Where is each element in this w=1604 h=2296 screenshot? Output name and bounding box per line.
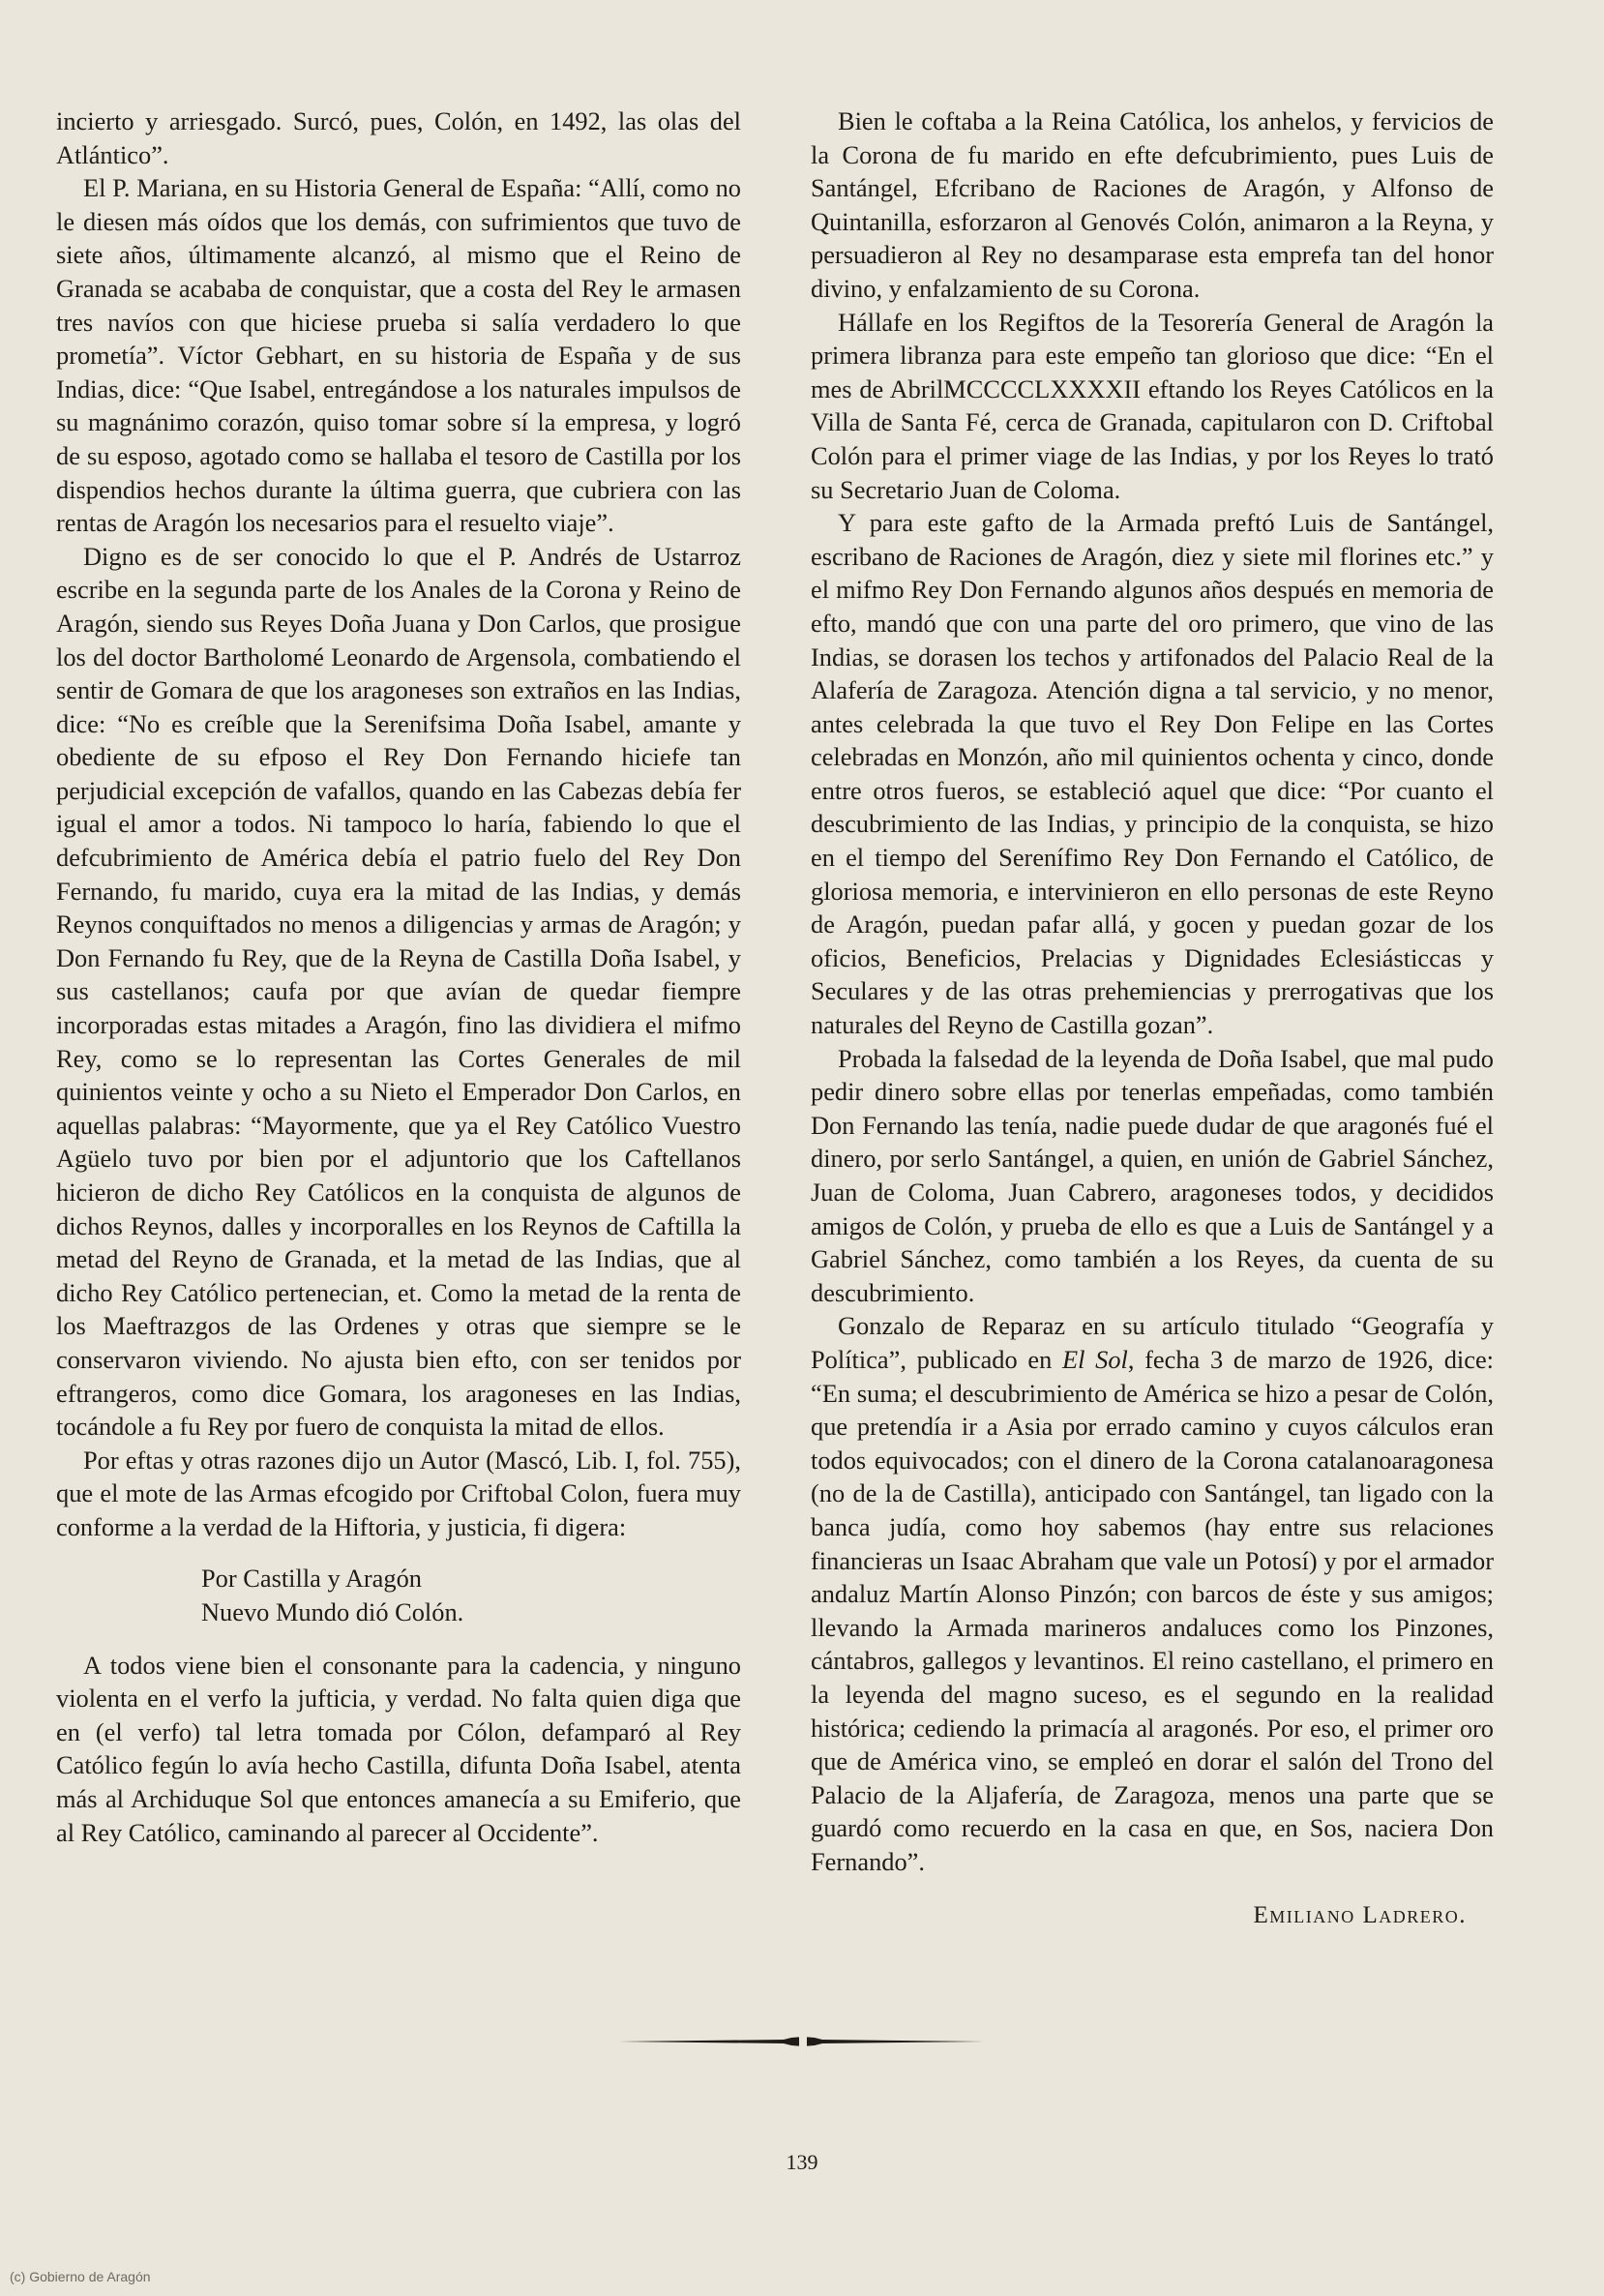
paragraph: Y para este gafto de la Armada preftó Luis de Santángel, escribano de Raciones de Aragón, diez y siete mil florines etc.” y el mifmo Rey Don Fernando algunos años después en memoria de efto, mandó que con una parte del oro primero, que vino de las Indias, se dorasen los techos y artifonados del Palacio Real de la Alafería de Zaragoza. Atención digna a tal servicio, y no menor, antes celebrada la que tuvo el Rey Don Felipe en las Cortes celebradas en Monzón, año mil quinientos ochenta y cinco, donde entre otros fueros, se estableció aquel que dice: “Por cuanto el descubrimiento de las Indias, y principio de la conquista, se hizo en el tiempo del Serenífimo Rey Don Fernando el Católico, de gloriosa memoria, e intervinieron en ello personas de este Reyno de Aragón, puedan pafar allá, y gocen y puedan gozar de los oficios, Beneficios, Prelacias y Dignidades Eclesiásticcas y Seculares y de las otras prehemiencias y prerrogativas que los naturales del Reyno de Castilla gozan”. [811,508,1494,1040]
paragraph: Hállafe en los Regiftos de la Tesorería General de Aragón la primera libranza para este empeño tan glorioso que dice: “En el mes de AbrilMCCCCLXXXXII eftando los Reyes Católicos en la Villa de Santa Fé, cerca de Granada, capitularon con D. Criftobal Colón para el primer viage de las Indias, y por los Reyes lo trató su Secretario Juan de Coloma. [811,307,1494,504]
paragraph: Por eftas y otras razones dijo un Autor (Mascó, Lib. I, fol. 755), que el mote de las Armas efcogido por Criftobal Colon, fuera muy conforme a la verdad de la Hiftoria, y justicia, fi digera: [56,1445,741,1541]
right-column [811,104,1494,1933]
verse-line: Por Castilla y Aragón [201,1563,422,1593]
copyright-notice: (c) Gobierno de Aragón [10,2269,151,2284]
paragraph: Digno es de ser conocido lo que el P. Andrés de Ustarroz escribe en la segunda parte de los Anales de la Corona y Reino de Aragón, siendo sus Reyes Doña Juana y Don Carlos, que prosigue los del doctor Bartholomé Leonardo de Argensola, combatiendo el sentir de Gomara de que los aragoneses son extraños en las Indias, dice: “No es creíble que la Serenifsima Doña Isabel, amante y obediente de su efposo el Rey Don Fernando hiciefe tan perjudicial excepción de vafallos, quando en las Cabezas debía fer igual el amor a todos. Ni tampoco lo haría, fabiendo lo que el defcubrimiento de América debía el patrio fuelo del Rey Don Fernando, fu marido, cuya era la mitad de las Indias, y demás Reynos conquiftados no menos a diligencias y armas de Aragón; y Don Fernando fu Rey, que de la Reyna de Castilla Doña Isabel, y sus castellanos; caufa por que avían de quedar fiempre incorporadas estas mitades a Aragón, fino las dividiera el mifmo Rey, como se lo representan las Cortes Generales de mil quinientos veinte y ocho a su Nieto el Emperador Don Carlos, en aquellas palabras: “Mayormente, que ya el Rey Católico Vuestro Agüelo tuvo por bien por el adjuntorio que los Caftellanos hicieron de dicho Rey Católicos en la conquista de algunos de dichos Reynos, dalles y incorporalles en los Reynos de Caftilla la metad del Reyno de Granada, et la metad de las Indias, que al dicho Rey Católico pertenecian, et. Como la metad de la renta de los Maeftrazgos de las Ordenes y otras que siempre se le conservaron viviendo. No ajusta bien efto, con ser tenidos por eftrangeros, como dice Gomara, los aragoneses en las Indias, tocándole a fu Rey por fuero de conquista la mitad de ellos. [56,541,741,1442]
paragraph: Bien le coftaba a la Reina Católica, los anhelos, y fervicios de la Corona de fu marido en efte defcubrimiento, pues Luis de Santángel, Efcribano de Raciones de Aragón, y Alfonso de Quintanilla, esforzaron al Genovés Colón, animaron a la Reyna, y persuadieron al Rey no desamparase esta emprefa tan del honor divino, y enfalzamiento de su Corona. [811,106,1494,303]
paragraph: incierto y arriesgado. Surcó, pues, Colón, en 1492, las olas del Atlántico”. [56,106,741,169]
paragraph [811,1309,1494,1878]
text-run: Gonzalo de Reparaz en su artículo titulado “Geografía y Política”, publicado en [811,1311,1494,1374]
divider-ornament-icon [619,2032,987,2051]
text-run: , fecha 3 de marzo de 1926, dice: “En suma; el descubrimiento de América se hizo a pesar de Colón, que pretendía ir a Asia por errado camino y cuyos cálculos eran todos equivocados; con el dinero de la Corona catalanoaragonesa (no de la de Castilla), anticipado con Santángel, tan ligado con la banca judía, como hoy sabemos (hay entre sus relaciones financieras un Isaac Abraham que vale un Potosí) y por el armador andaluz Martín Alonso Pinzón; con barcos de éste y sus amigos; llevando la Armada marineros andaluces como los Pinzones, cántabros, gallegos y levantinos. El reino castellano, el primero en la leyenda del magno suceso, es el segundo en la realidad histórica; cediendo la primacía al aragonés. Por eso, el primer oro que de América vino, se empleó en dorar el salón del Trono del Palacio de la Aljafería, de Zaragoza, menos una parte que se guardó como recuerdo en la casa en que, en Sos, naciera Don Fernando”. [811,1344,1494,1876]
verse-line: Nuevo Mundo dió Colón. [201,1596,464,1626]
paragraph: A todos viene bien el consonante para la cadencia, y ninguno violenta en el verfo la jufticia, y verdad. No falta quien diga que en (el verfo) tal letra tomada por Cólon, defamparó al Rey Católico fegún lo avía hecho Castilla, difunta Doña Isabel, atenta más al Archiduque Sol que entonces amanecía a su Emiferio, que al Rey Católico, caminando al parecer al Occidente”. [56,1650,741,1847]
paragraph: Probada la falsedad de la leyenda de Doña Isabel, que mal pudo pedir dinero sobre ellas por tenerlas empeñadas, como también Don Fernando las tenía, nadie puede dudar de que aragonés fué el dinero, por serlo Santángel, a quien, en unión de Gabriel Sánchez, Juan de Coloma, Juan Cabrero, aragoneses todos, y decididos amigos de Colón, y prueba de ello es que a Luis de Santángel y a Gabriel Sánchez, como también a los Reyes, da cuenta de su descubrimiento. [811,1043,1494,1307]
author-signature: Emiliano Ladrero. [1253,1902,1467,1929]
verse-quote [201,1562,741,1629]
left-column [56,104,741,1849]
paragraph: El P. Mariana, en su Historia General de España: “Allí, como no le diesen más oídos que los demás, con sufrimientos que tuvo de siete años, últimamente alcanzó, al mismo que el Reino de Granada se acababa de conquistar, que a costa del Rey le armasen tres navíos con que hiciese prueba si salía verdadero lo que prometía”. Víctor Gebhart, en su historia de España y de sus Indias, dice: “Que Isabel, entregándose a los naturales impulsos de su magnánimo corazón, quiso tomar sobre sí la empresa, y logró de su esposo, agotado como se hallaba el tesoro de Castilla por los dispendios hechos durante la última guerra, que cubriera con las rentas de Aragón los necesarios para el resuelto viaje”. [56,173,741,538]
page-number: 139 [786,2150,818,2174]
newspaper-title: El Sol [1061,1344,1128,1374]
